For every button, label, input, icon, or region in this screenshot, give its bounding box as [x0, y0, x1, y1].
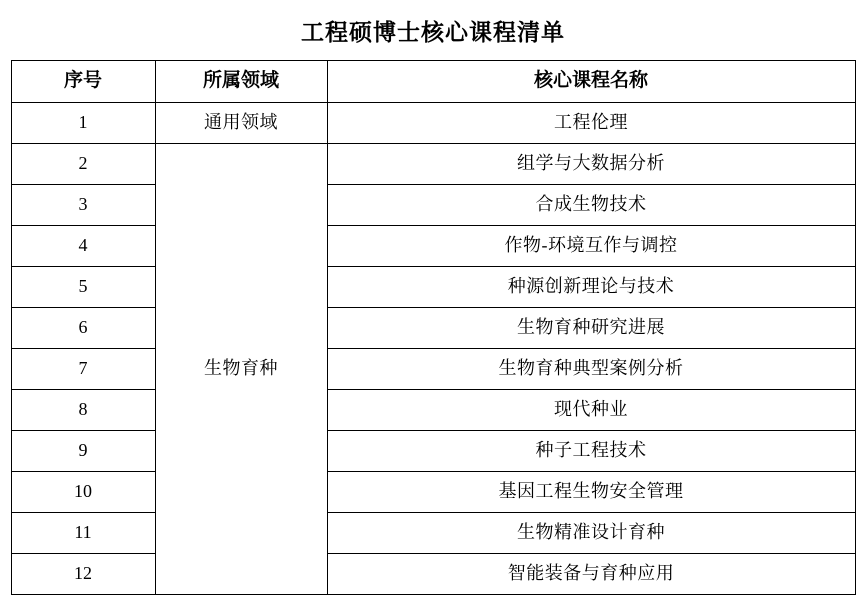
cell-index: 9: [11, 431, 155, 472]
table-row: [11, 431, 855, 472]
cell-field: 通用领域: [155, 103, 327, 144]
cell-index: 12: [11, 554, 155, 595]
cell-index: 11: [11, 513, 155, 554]
cell-course: 作物-环境互作与调控: [327, 226, 855, 267]
cell-index: 4: [11, 226, 155, 267]
cell-index: 3: [11, 185, 155, 226]
cell-course: 智能装备与育种应用: [327, 554, 855, 595]
cell-course: 现代种业: [327, 390, 855, 431]
table-row: [11, 554, 855, 595]
cell-course: 生物育种典型案例分析: [327, 349, 855, 390]
cell-course: 生物精准设计育种: [327, 513, 855, 554]
cell-index: 8: [11, 390, 155, 431]
table-row: [11, 349, 855, 390]
table-row: [11, 390, 855, 431]
column-header-course: 核心课程名称: [327, 61, 855, 103]
cell-course: 种子工程技术: [327, 431, 855, 472]
table-header-row: [11, 61, 855, 103]
table-row: [11, 472, 855, 513]
cell-index: 5: [11, 267, 155, 308]
cell-course: 合成生物技术: [327, 185, 855, 226]
table-row: [11, 308, 855, 349]
cell-course: 种源创新理论与技术: [327, 267, 855, 308]
table-row: [11, 185, 855, 226]
table-row: [11, 103, 855, 144]
cell-index: 1: [11, 103, 155, 144]
cell-course: 基因工程生物安全管理: [327, 472, 855, 513]
table-body: [11, 103, 855, 595]
table-row: [11, 267, 855, 308]
cell-course: 工程伦理: [327, 103, 855, 144]
core-course-table: [11, 60, 856, 595]
table-row: [11, 226, 855, 267]
cell-index: 6: [11, 308, 155, 349]
table-header: [11, 61, 855, 103]
column-header-field: 所属领域: [155, 61, 327, 103]
page-title: 工程硕博士核心课程清单: [301, 19, 565, 45]
cell-course: 组学与大数据分析: [327, 144, 855, 185]
cell-index: 10: [11, 472, 155, 513]
column-header-index: 序号: [11, 61, 155, 103]
cell-field: 生物育种: [155, 144, 327, 595]
cell-index: 2: [11, 144, 155, 185]
table-row: [11, 513, 855, 554]
cell-index: 7: [11, 349, 155, 390]
table-row: [11, 144, 855, 185]
cell-course: 生物育种研究进展: [327, 308, 855, 349]
